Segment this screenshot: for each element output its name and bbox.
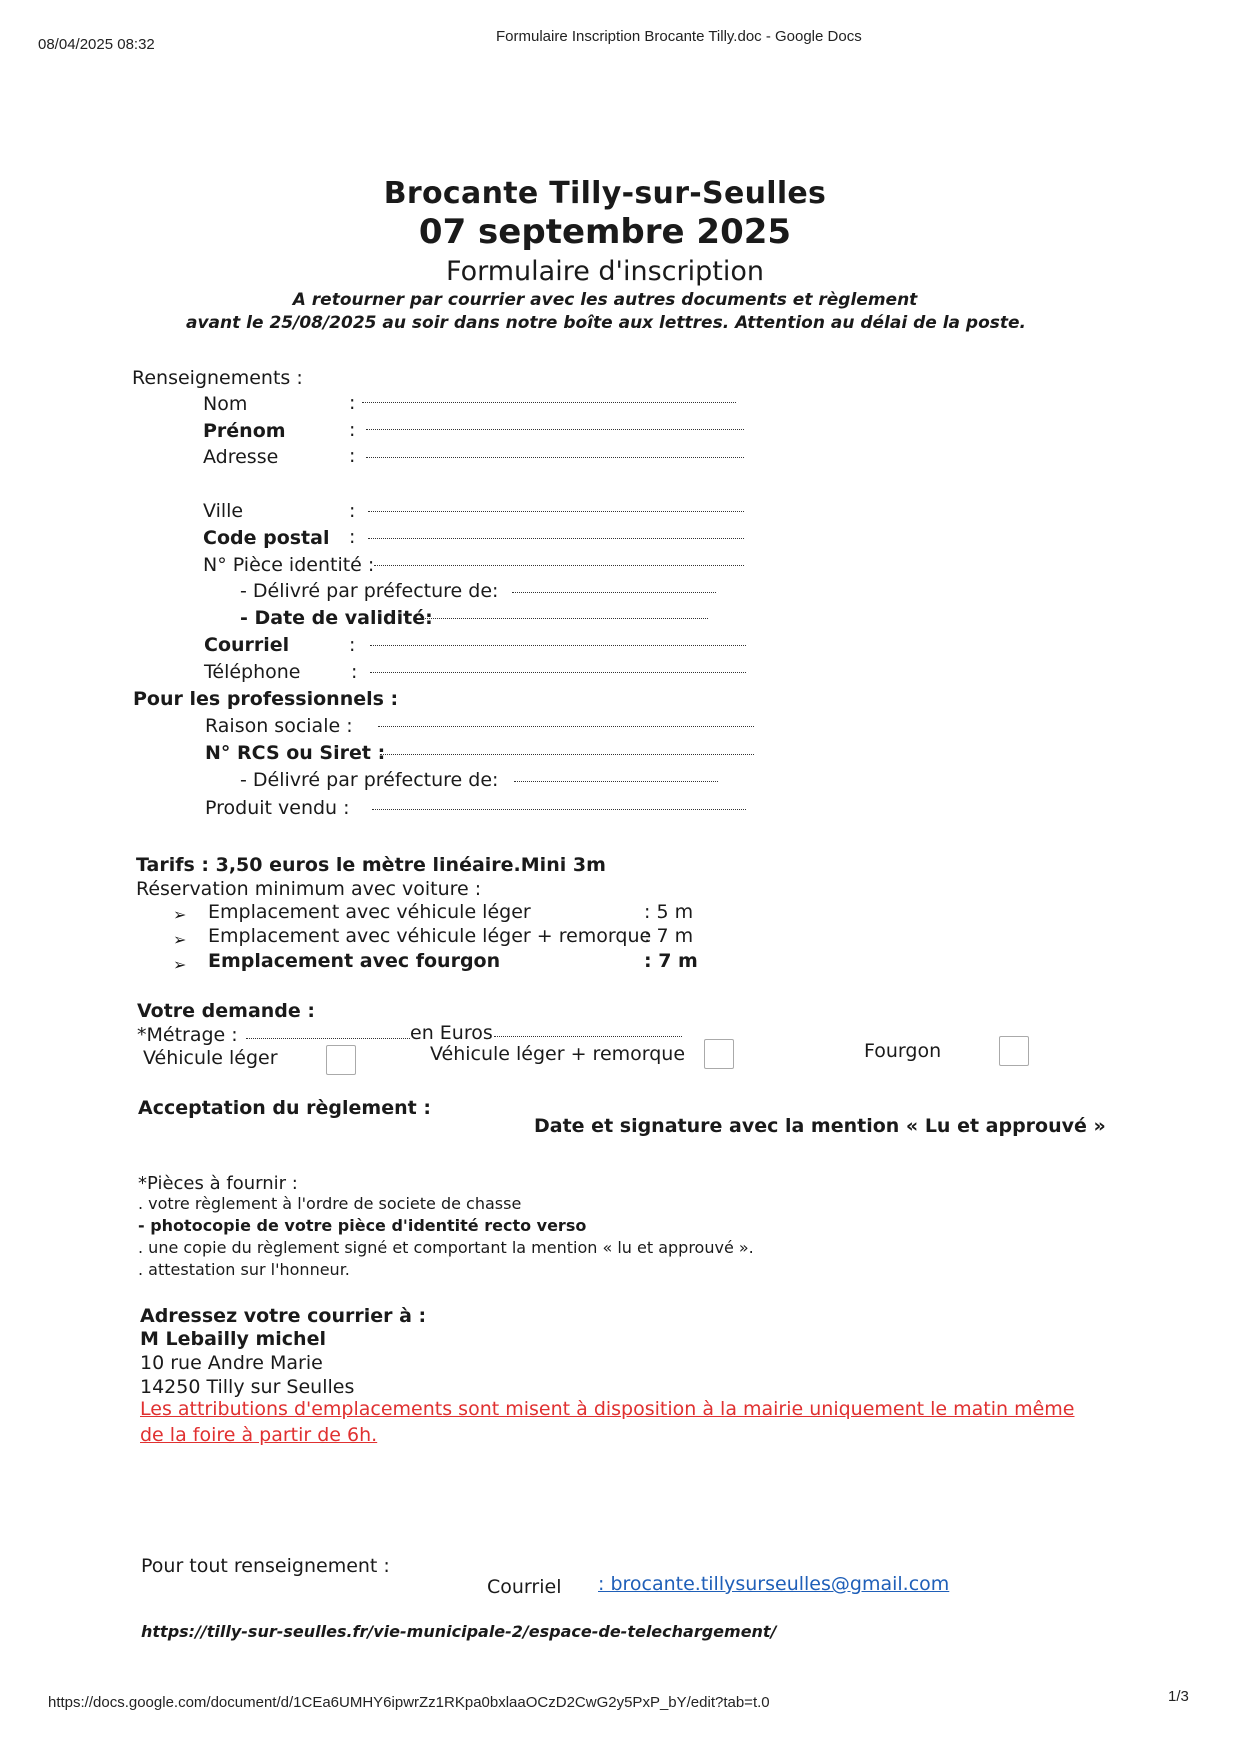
title-event: Brocante Tilly-sur-Seulles	[383, 176, 827, 211]
courriel-label: Courriel	[204, 634, 290, 656]
attribution-notice-1: Les attributions d'emplacements sont misent à disposition à la mairie uniquement le matin même	[140, 1398, 1075, 1420]
raison-sociale-field[interactable]	[378, 726, 754, 727]
acceptation-heading: Acceptation du règlement :	[138, 1097, 431, 1119]
piece-item-attestation: . attestation sur l'honneur.	[138, 1260, 350, 1279]
print-doc-title: Formulaire Inscription Brocante Tilly.doc - Google Docs	[496, 28, 862, 45]
nom-colon: :	[349, 392, 356, 414]
ville-label: Ville	[203, 500, 244, 522]
arrow-bullet-icon: ➢	[173, 905, 187, 924]
code-postal-field[interactable]	[368, 538, 744, 539]
telephone-label: Téléphone	[204, 661, 301, 683]
metrage-field[interactable]	[246, 1038, 410, 1039]
website-url[interactable]: https://tilly-sur-seulles.fr/vie-municipale-2/espace-de-telechargement/	[141, 1622, 777, 1641]
pieces-heading: *Pièces à fournir :	[138, 1173, 298, 1194]
tarif-item-vehicule-leger: Emplacement avec véhicule léger	[208, 901, 531, 923]
prenom-colon: :	[349, 419, 356, 441]
delivre-prefecture-field[interactable]	[512, 592, 716, 593]
telephone-colon: :	[351, 661, 358, 683]
recipient-name: M Lebailly michel	[140, 1328, 326, 1350]
delivre-prefecture-label: - Délivré par préfecture de:	[240, 580, 499, 602]
pro-delivre-prefecture-label: - Délivré par préfecture de:	[240, 769, 499, 791]
title-date: 07 septembre 2025	[418, 212, 792, 252]
rcs-siret-label: N° RCS ou Siret :	[205, 742, 386, 764]
demande-heading: Votre demande :	[137, 1000, 316, 1022]
option-remorque-label: Véhicule léger + remorque	[430, 1043, 686, 1065]
tarifs-line: Tarifs : 3,50 euros le mètre linéaire.Mini 3m	[136, 854, 606, 876]
tarif-value-vehicule-leger: : 5 m	[644, 901, 694, 923]
telephone-field[interactable]	[370, 672, 746, 673]
return-note-2: avant le 25/08/2025 au soir dans notre boîte aux lettres. Attention au délai de la poste.	[186, 313, 1026, 333]
courriel-field[interactable]	[370, 645, 746, 646]
reservation-minimum: Réservation minimum avec voiture :	[136, 878, 482, 900]
print-datetime: 08/04/2025 08:32	[38, 36, 155, 53]
tarif-value-fourgon: : 7 m	[644, 950, 698, 972]
option-vehicule-leger-checkbox[interactable]	[326, 1045, 356, 1075]
ville-colon: :	[349, 500, 356, 522]
nom-label: Nom	[203, 393, 248, 415]
professionnels-heading: Pour les professionnels :	[133, 688, 399, 710]
renseignements-heading: Renseignements :	[132, 367, 303, 389]
produit-vendu-label: Produit vendu :	[205, 797, 350, 819]
print-page-number: 1/3	[1168, 1688, 1189, 1705]
piece-item-reglement: . votre règlement à l'ordre de societe de chasse	[138, 1194, 522, 1213]
adresse-courrier-heading: Adressez votre courrier à :	[140, 1305, 427, 1327]
code-postal-label: Code postal	[203, 527, 330, 549]
title-form: Formulaire d'inscription	[446, 256, 764, 287]
return-note-1: A retourner par courrier avec les autres documents et règlement	[292, 290, 918, 310]
tarif-item-remorque: Emplacement avec véhicule léger + remorque	[208, 925, 652, 947]
option-vehicule-leger-label: Véhicule léger	[143, 1047, 278, 1069]
contact-heading: Pour tout renseignement :	[141, 1555, 390, 1577]
arrow-bullet-icon: ➢	[173, 955, 187, 974]
option-remorque-checkbox[interactable]	[704, 1039, 734, 1069]
attribution-notice-2: de la foire à partir de 6h.	[140, 1424, 378, 1446]
recipient-city: 14250 Tilly sur Seulles	[140, 1376, 355, 1398]
adresse-label: Adresse	[203, 446, 279, 468]
produit-vendu-field[interactable]	[372, 809, 746, 810]
raison-sociale-label: Raison sociale :	[205, 715, 353, 737]
courriel-colon: :	[349, 634, 356, 656]
metrage-label: *Métrage :	[137, 1024, 238, 1046]
adresse-colon: :	[349, 445, 356, 467]
option-fourgon-checkbox[interactable]	[999, 1036, 1029, 1066]
option-fourgon-label: Fourgon	[864, 1040, 942, 1062]
tarif-value-remorque: : 7 m	[644, 925, 694, 947]
adresse-field[interactable]	[366, 457, 744, 458]
arrow-bullet-icon: ➢	[173, 930, 187, 949]
ville-field[interactable]	[368, 511, 744, 512]
piece-item-photocopie: - photocopie de votre pièce d'identité recto verso	[138, 1216, 587, 1235]
piece-identite-label: N° Pièce identité :	[203, 554, 375, 576]
print-footer-url: https://docs.google.com/document/d/1CEa6UMHY6ipwrZz1RKpa0bxlaaOCzD2CwG2y5PxP_bY/edit?tab=t.0	[48, 1694, 770, 1711]
date-validite-field[interactable]	[418, 618, 708, 619]
recipient-street: 10 rue Andre Marie	[140, 1352, 323, 1374]
rcs-siret-field[interactable]	[380, 754, 754, 755]
signature-mention: Date et signature avec la mention « Lu et approuvé »	[534, 1115, 1106, 1137]
nom-field[interactable]	[362, 402, 736, 403]
euros-field[interactable]	[494, 1036, 682, 1037]
prenom-field[interactable]	[366, 429, 744, 430]
code-postal-colon: :	[349, 526, 356, 548]
date-validite-label: - Date de validité:	[240, 607, 433, 629]
pro-delivre-prefecture-field[interactable]	[514, 781, 718, 782]
piece-identite-field[interactable]	[374, 565, 744, 566]
prenom-label: Prénom	[203, 420, 286, 442]
contact-courriel-label: Courriel	[487, 1576, 562, 1598]
euros-label: en Euros	[410, 1022, 493, 1044]
contact-email-link[interactable]: : brocante.tillysurseulles@gmail.com	[598, 1573, 950, 1595]
piece-item-copie-reglement: . une copie du règlement signé et comportant la mention « lu et approuvé ».	[138, 1238, 754, 1257]
tarif-item-fourgon: Emplacement avec fourgon	[208, 950, 501, 972]
